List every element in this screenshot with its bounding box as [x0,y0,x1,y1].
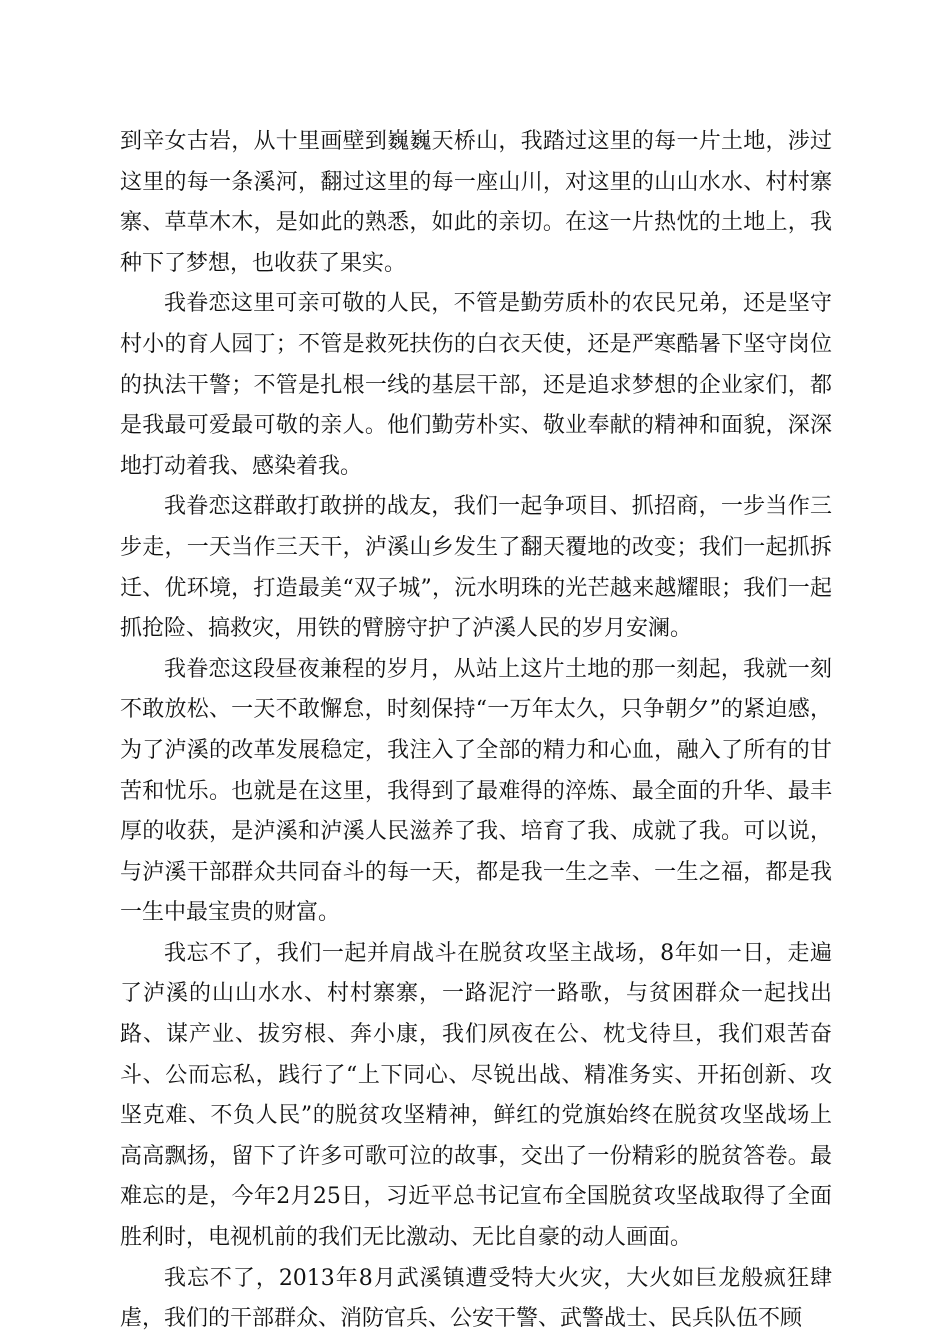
paragraph-1: 到辛女古岩，从十里画壁到巍巍天桥山，我踏过这里的每一片土地，涉过这里的每一条溪河，翻过这里的每一座山川，对这里的山山水水、村村寨寨、草草木木，是如此的熟悉，如此的亲切。在这一片热忱的土地上，我种下了梦想，也收获了果实。 [120,129,832,276]
paragraph-5: 我忘不了，我们一起并肩战斗在脱贫攻坚主战场，8年如一日，走遍了泸溪的山山水水、村村寨寨，一路泥泞一路歌，与贫困群众一起找出路、谋产业、拔穷根、奔小康，我们夙夜在公、枕戈待旦，我们艰苦奋斗、公而忘私，践行了“上下同心、尽锐出战、精准务实、开拓创新、攻坚克难、不负人民”的脱贫攻坚精神，鲜红的党旗始终在脱贫攻坚战场上高高飘扬，留下了许多可歌可泣的故事，交出了一份精彩的脱贫答卷。最难忘的是，今年2月25日，习近平总书记宣布全国脱贫攻坚战取得了全面胜利时，电视机前的我们无比激动、无比自豪的动人画面。 [120,940,832,1251]
paragraph-4: 我眷恋这段昼夜兼程的岁月，从站上这片土地的那一刻起，我就一刻不敢放松、一天不敢懈怠，时刻保持“一万年太久，只争朝夕”的紧迫感，为了泸溪的改革发展稳定，我注入了全部的精力和心血，融入了所有的甘苦和忧乐。也就是在这里，我得到了最难得的淬炼、最全面的升华、最丰厚的收获，是泸溪和泸溪人民滋养了我、培育了我、成就了我。可以说，与泸溪干部群众共同奋斗的每一天，都是我一生之幸、一生之福，都是我一生中最宝贵的财富。 [120,656,832,926]
paragraph-2: 我眷恋这里可亲可敬的人民，不管是勤劳质朴的农民兄弟，还是坚守村小的育人园丁；不管是救死扶伤的白衣天使，还是严寒酷暑下坚守岗位的执法干警；不管是扎根一线的基层干部，还是追求梦想的企业家们，都是我最可爱最可敬的亲人。他们勤劳朴实、敬业奉献的精神和面貌，深深地打动着我、感染着我。 [120,291,832,479]
paragraph-3: 我眷恋这群敢打敢拼的战友，我们一起争项目、抓招商，一步当作三步走，一天当作三天干，泸溪山乡发生了翻天覆地的改变；我们一起抓拆迁、优环境，打造最美“双子城”，沅水明珠的光芒越来越耀眼；我们一起抓抢险、搞救灾，用铁的臂膀守护了泸溪人民的岁月安澜。 [120,494,832,642]
document-body [120,122,832,1340]
paragraph-6: 我忘不了，2013年8月武溪镇遭受特大火灾，大火如巨龙般疯狂肆虐，我们的干部群众、消防官兵、公安干警、武警战士、民兵队伍不顾 [120,1265,832,1332]
